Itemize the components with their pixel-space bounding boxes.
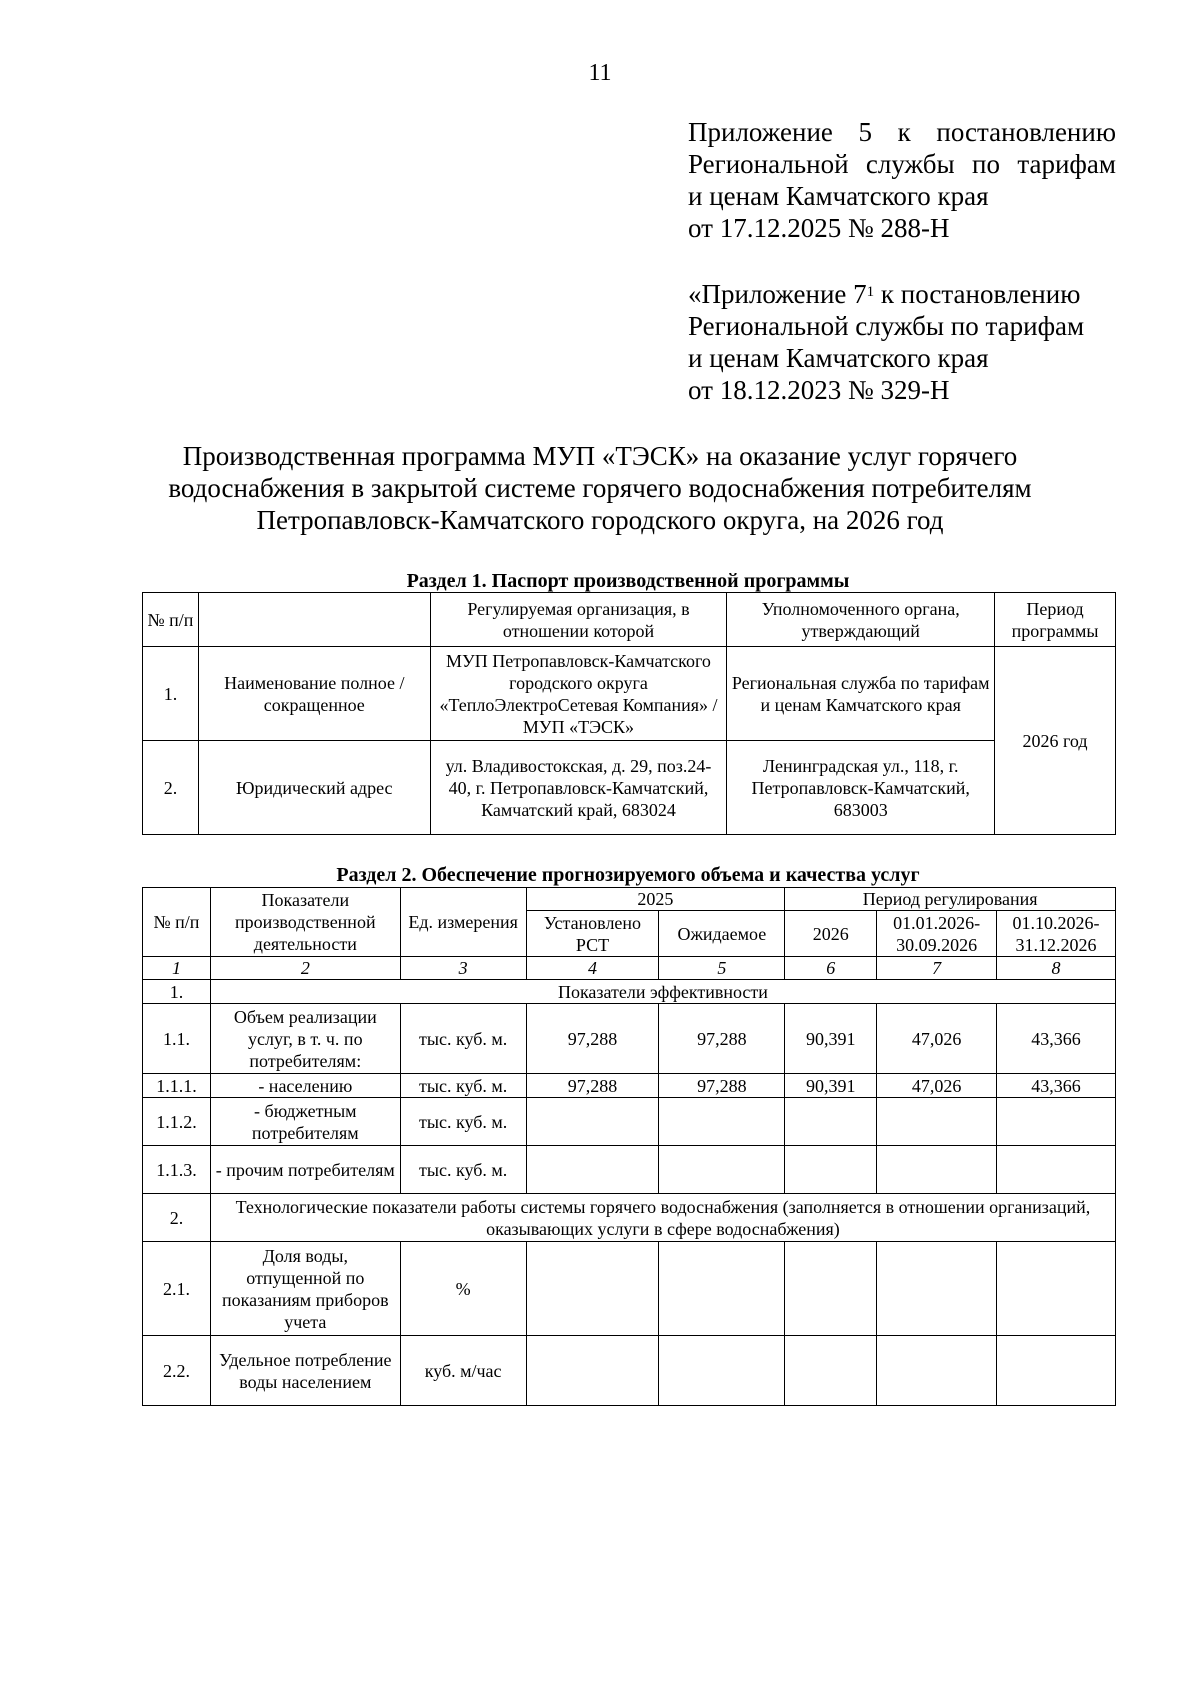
row-num: 1.1.1. (143, 1074, 211, 1098)
row-label: - прочим потребителям (210, 1146, 400, 1194)
row-label: Удельное потребление воды населением (210, 1336, 400, 1406)
row-value: 97,288 (659, 1004, 785, 1074)
row-value: 97,288 (659, 1074, 785, 1098)
section2-title: Раздел 2. Обеспечение прогнозируемого объема и качества услуг (336, 864, 920, 886)
header-blank (198, 593, 430, 647)
document-title (100, 440, 1100, 536)
row-value (877, 1336, 997, 1406)
group-label: Показатели эффективности (210, 980, 1115, 1004)
table-row (143, 741, 1116, 835)
row-unit: тыс. куб. м. (400, 1098, 526, 1146)
row-value (526, 1146, 659, 1194)
header-expected: Ожидаемое (659, 911, 785, 957)
header-period-1: 01.01.2026-30.09.2026 (877, 911, 997, 957)
row-value (997, 1146, 1116, 1194)
row-value (526, 1242, 659, 1336)
header-period-2: 01.10.2026-31.12.2026 (997, 911, 1116, 957)
row-value (785, 1146, 877, 1194)
row-unit: тыс. куб. м. (400, 1074, 526, 1098)
header-unit: Ед. измерения (400, 888, 526, 957)
row-value (997, 1098, 1116, 1146)
row-label: Объем реализации услуг, в т. ч. по потребителям: (210, 1004, 400, 1074)
row-num: 1.1.2. (143, 1098, 211, 1146)
section1-title: Раздел 1. Паспорт производственной программы (406, 570, 850, 592)
column-number-row (143, 957, 1116, 980)
header-indicator: Показатели производственной деятельности (210, 888, 400, 957)
appendix-superscript: 1 (866, 284, 875, 300)
appendix-original-block (688, 278, 1116, 406)
col-number: 6 (785, 957, 877, 980)
col-number: 3 (400, 957, 526, 980)
period-value: 2026 год (995, 647, 1116, 835)
appendix-line: и ценам Камчатского края (688, 181, 989, 211)
appendix-line: и ценам Камчатского края (688, 343, 989, 373)
header-authority: Уполномоченного органа, утверждающий (727, 593, 995, 647)
table-row (143, 1004, 1116, 1074)
header-period: Период программы (995, 593, 1116, 647)
row-value: 43,366 (997, 1004, 1116, 1074)
row-value (659, 1098, 785, 1146)
row-num: 1.1. (143, 1004, 211, 1074)
appendix-line: Региональной службы по тарифам (688, 149, 1116, 179)
header-2026: 2026 (785, 911, 877, 957)
row-value: 47,026 (877, 1074, 997, 1098)
row-num: 2. (143, 741, 199, 835)
row-label: Наименование полное / сокращенное (198, 647, 430, 741)
group-label: Технологические показатели работы системы горячего водоснабжения (заполняется в отношении организаций, оказывающих услуги в сфере водоснабжения) (210, 1194, 1115, 1242)
row-value (997, 1336, 1116, 1406)
group-num: 2. (143, 1194, 211, 1242)
row-org: МУП Петропавловск-Камчатского городского округа «ТеплоЭлектроСетевая Компания» / МУП «ТЭСК» (430, 647, 727, 741)
appendix-line: от 17.12.2025 № 288-Н (688, 213, 950, 243)
row-unit: % (400, 1242, 526, 1336)
row-value: 97,288 (526, 1074, 659, 1098)
row-value (659, 1146, 785, 1194)
table-header-row (143, 888, 1116, 911)
group-row (143, 980, 1116, 1004)
row-label: - бюджетным потребителям (210, 1098, 400, 1146)
header-num: № п/п (143, 593, 199, 647)
title-line: водоснабжения в закрытой системе горячего водоснабжения потребителям (168, 473, 1032, 503)
appendix-suffix: к постановлению (874, 279, 1081, 309)
row-value (785, 1098, 877, 1146)
col-number: 7 (877, 957, 997, 980)
row-value: 97,288 (526, 1004, 659, 1074)
row-unit: тыс. куб. м. (400, 1146, 526, 1194)
group-num: 1. (143, 980, 211, 1004)
row-value: 90,391 (785, 1004, 877, 1074)
row-num: 2.1. (143, 1242, 211, 1336)
row-authority: Ленинградская ул., 118, г. Петропавловск-Камчатский, 683003 (727, 741, 995, 835)
table-row (143, 1336, 1116, 1406)
row-value (877, 1146, 997, 1194)
row-value (526, 1336, 659, 1406)
col-number: 2 (210, 957, 400, 980)
table-row (143, 1146, 1116, 1194)
appendix-line: от 18.12.2023 № 329-Н (688, 375, 950, 405)
table-header-row (143, 593, 1116, 647)
row-value (659, 1242, 785, 1336)
appendix-line: Региональной службы по тарифам (688, 311, 1085, 341)
row-value: 90,391 (785, 1074, 877, 1098)
row-value (997, 1242, 1116, 1336)
row-label: Юридический адрес (198, 741, 430, 835)
title-line: Петропавловск-Камчатского городского округа, на 2026 год (256, 505, 944, 535)
indicators-table (142, 887, 1116, 1406)
col-number: 4 (526, 957, 659, 980)
passport-table (142, 592, 1116, 835)
row-unit: куб. м/час (400, 1336, 526, 1406)
table-row (143, 1074, 1116, 1098)
appendix-line (688, 278, 1116, 310)
row-label: Доля воды, отпущенной по показаниям приборов учета (210, 1242, 400, 1336)
row-value (785, 1242, 877, 1336)
header-year-2025: 2025 (526, 888, 785, 911)
col-number: 1 (143, 957, 211, 980)
table-row (143, 1098, 1116, 1146)
header-regulation-period: Период регулирования (785, 888, 1116, 911)
row-value (659, 1336, 785, 1406)
appendix-current-block (688, 116, 1116, 244)
row-org: ул. Владивостокская, д. 29, поз.24-40, г. Петропавловск-Камчатский, Камчатский край, 683024 (430, 741, 727, 835)
row-label: - населению (210, 1074, 400, 1098)
col-number: 8 (997, 957, 1116, 980)
row-authority: Региональная служба по тарифам и ценам Камчатского края (727, 647, 995, 741)
row-value: 43,366 (997, 1074, 1116, 1098)
col-number: 5 (659, 957, 785, 980)
group-row (143, 1194, 1116, 1242)
table-row (143, 647, 1116, 741)
title-line: Производственная программа МУП «ТЭСК» на оказание услуг горячего (182, 441, 1018, 471)
row-num: 1.1.3. (143, 1146, 211, 1194)
row-value (877, 1098, 997, 1146)
appendix-line: Приложение 5 к постановлению (688, 117, 1116, 147)
row-num: 1. (143, 647, 199, 741)
row-unit: тыс. куб. м. (400, 1004, 526, 1074)
row-value (877, 1242, 997, 1336)
row-num: 2.2. (143, 1336, 211, 1406)
table-row (143, 1242, 1116, 1336)
header-num: № п/п (143, 888, 211, 957)
header-org: Регулируемая организация, в отношении которой (430, 593, 727, 647)
appendix-prefix: «Приложение 7 (688, 279, 867, 309)
header-set-rst: Установлено РСТ (526, 911, 659, 957)
page-number: 11 (588, 60, 612, 86)
row-value: 47,026 (877, 1004, 997, 1074)
row-value (526, 1098, 659, 1146)
row-value (785, 1336, 877, 1406)
